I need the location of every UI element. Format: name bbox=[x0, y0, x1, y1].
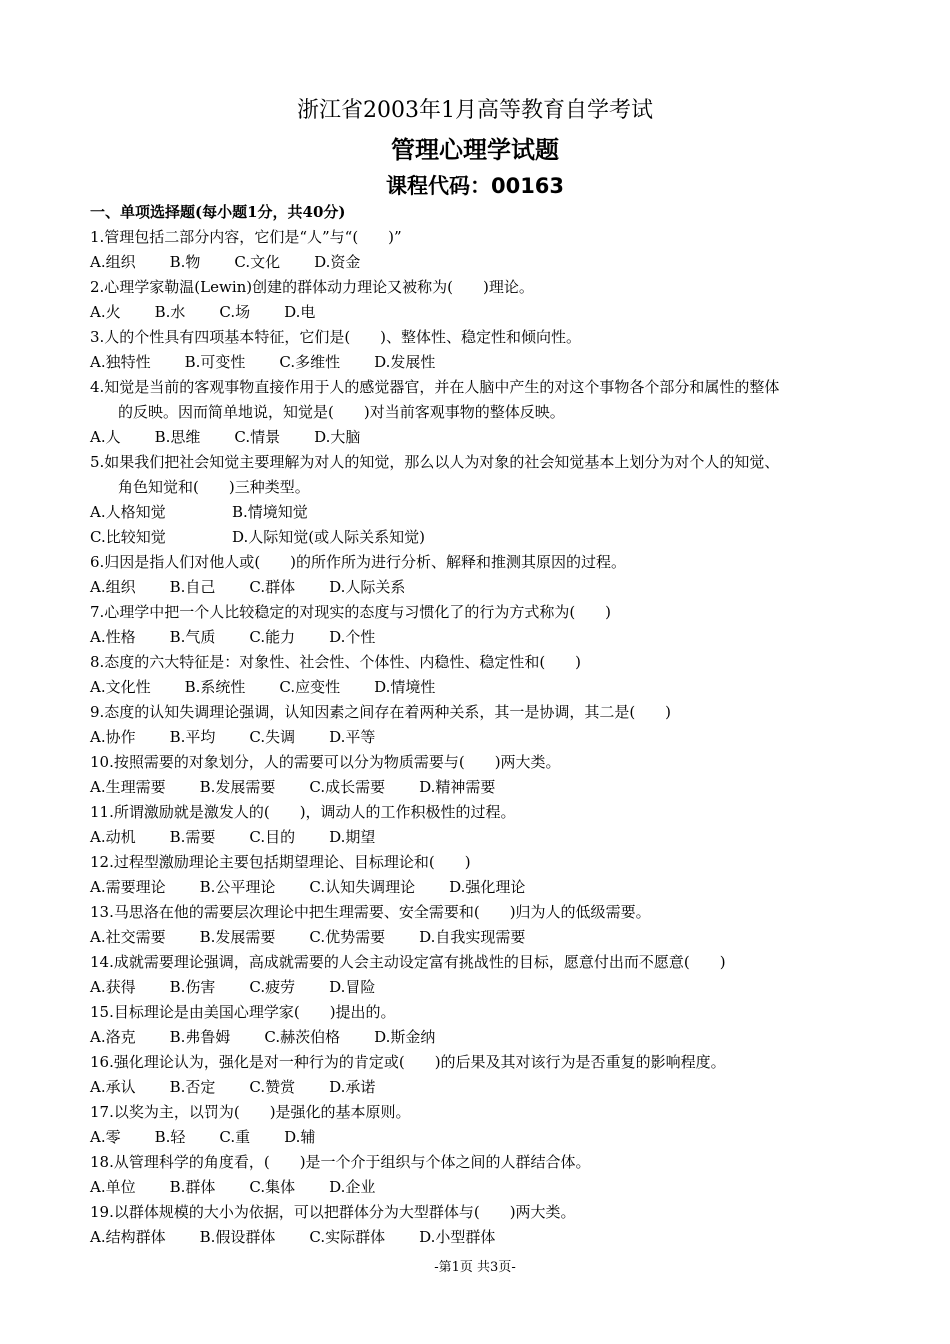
option-a: A.获得 bbox=[90, 978, 136, 996]
question bbox=[90, 550, 870, 600]
option-d: D.期望 bbox=[329, 828, 376, 846]
option-b: B.平均 bbox=[169, 728, 216, 746]
option-c: C.集体 bbox=[249, 1178, 296, 1196]
subject-title: 管理心理学试题 bbox=[391, 136, 559, 164]
option-b: B.思维 bbox=[154, 428, 201, 446]
option-d: D.辅 bbox=[284, 1128, 316, 1146]
option-b: B.可变性 bbox=[184, 353, 246, 371]
option-d: D.自我实现需要 bbox=[419, 928, 526, 946]
question bbox=[90, 850, 870, 900]
section-heading: 一、单项选择题(每小题1分，共40分) bbox=[90, 203, 346, 221]
question bbox=[90, 750, 870, 800]
option-c: C.场 bbox=[219, 303, 251, 321]
question-stem: 5.如果我们把社会知觉主要理解为对人的知觉，那么以人为对象的社会知觉基本上划分为对个人的知觉、 bbox=[90, 453, 780, 471]
option-c: C.成长需要 bbox=[309, 778, 386, 796]
question-stem-continued: 角色知觉和( )三种类型。 bbox=[118, 478, 310, 496]
option-c: C.赫茨伯格 bbox=[264, 1028, 341, 1046]
option-a: A.火 bbox=[90, 303, 121, 321]
option-d: D.承诺 bbox=[329, 1078, 376, 1096]
option-c: C.认知失调理论 bbox=[309, 878, 416, 896]
option-c: C.应变性 bbox=[279, 678, 341, 696]
option-row bbox=[90, 625, 870, 650]
option-b: B.自己 bbox=[169, 578, 216, 596]
question-stem: 13.马思洛在他的需要层次理论中把生理需要、安全需要和( )归为人的低级需要。 bbox=[90, 903, 651, 921]
option-d: D.精神需要 bbox=[419, 778, 496, 796]
option-b: B.轻 bbox=[154, 1128, 186, 1146]
option-row bbox=[90, 1125, 870, 1150]
option-a: A.承认 bbox=[90, 1078, 136, 1096]
option-a: A.人 bbox=[90, 428, 121, 446]
option-d: D.人际知觉(或人际关系知觉) bbox=[232, 528, 425, 546]
option-row bbox=[90, 1225, 870, 1250]
option-c: C.重 bbox=[219, 1128, 251, 1146]
question-stem: 17.以奖为主，以罚为( )是强化的基本原则。 bbox=[90, 1103, 411, 1121]
question-stem: 11.所谓激励就是激发人的( )，调动人的工作积极性的过程。 bbox=[90, 803, 516, 821]
option-b: B.气质 bbox=[169, 628, 216, 646]
option-d: D.电 bbox=[284, 303, 316, 321]
option-row bbox=[90, 525, 870, 550]
question-stem: 19.以群体规模的大小为依据，可以把群体分为大型群体与( )两大类。 bbox=[90, 1203, 576, 1221]
option-a: A.单位 bbox=[90, 1178, 136, 1196]
question bbox=[90, 275, 870, 325]
option-c: C.目的 bbox=[249, 828, 296, 846]
option-d: D.发展性 bbox=[374, 353, 436, 371]
question-stem: 4.知觉是当前的客观事物直接作用于人的感觉器官，并在人脑中产生的对这个事物各个部分和属性的整体 bbox=[90, 378, 780, 396]
question-stem: 18.从管理科学的角度看，( )是一个介于组织与个体之间的人群结合体。 bbox=[90, 1153, 591, 1171]
option-b: B.弗鲁姆 bbox=[169, 1028, 231, 1046]
page-footer: -第1页 共3页- bbox=[434, 1260, 516, 1275]
option-a: A.组织 bbox=[90, 253, 136, 271]
question-stem: 2.心理学家勒温(Lewin)创建的群体动力理论又被称为( )理论。 bbox=[90, 278, 534, 296]
option-a: A.动机 bbox=[90, 828, 136, 846]
option-row bbox=[90, 1075, 870, 1100]
question bbox=[90, 1000, 870, 1050]
option-c: C.情景 bbox=[234, 428, 281, 446]
option-c: C.能力 bbox=[249, 628, 296, 646]
option-c: C.文化 bbox=[234, 253, 281, 271]
option-row bbox=[90, 350, 870, 375]
option-c: C.疲劳 bbox=[249, 978, 296, 996]
course-code: 课程代码：00163 bbox=[385, 174, 565, 198]
option-row bbox=[90, 500, 870, 525]
question bbox=[90, 900, 870, 950]
option-d: D.强化理论 bbox=[449, 878, 526, 896]
option-b: B.系统性 bbox=[184, 678, 246, 696]
question-stem: 12.过程型激励理论主要包括期望理论、目标理论和( ) bbox=[90, 853, 471, 871]
option-c: C.实际群体 bbox=[309, 1228, 386, 1246]
question-stem: 14.成就需要理论强调，高成就需要的人会主动设定富有挑战性的目标，愿意付出而不愿意( ) bbox=[90, 953, 726, 971]
question bbox=[90, 650, 870, 700]
option-c: C.优势需要 bbox=[309, 928, 386, 946]
option-d: D.资金 bbox=[314, 253, 361, 271]
option-row bbox=[90, 250, 870, 275]
option-d: D.情境性 bbox=[374, 678, 436, 696]
option-row bbox=[90, 875, 870, 900]
option-b: B.发展需要 bbox=[199, 778, 276, 796]
option-row bbox=[90, 425, 870, 450]
question bbox=[90, 375, 870, 450]
question-stem: 15.目标理论是由美国心理学家( )提出的。 bbox=[90, 1003, 396, 1021]
option-c: C.比较知觉 bbox=[90, 528, 166, 546]
question bbox=[90, 225, 870, 275]
option-a: A.性格 bbox=[90, 628, 136, 646]
question-stem: 7.心理学中把一个人比较稳定的对现实的态度与习惯化了的行为方式称为( ) bbox=[90, 603, 612, 621]
option-d: D.人际关系 bbox=[329, 578, 406, 596]
option-d: D.小型群体 bbox=[419, 1228, 496, 1246]
option-c: C.赞赏 bbox=[249, 1078, 296, 1096]
option-d: D.个性 bbox=[329, 628, 376, 646]
option-row bbox=[90, 725, 870, 750]
option-a: A.独特性 bbox=[90, 353, 151, 371]
question bbox=[90, 950, 870, 1000]
option-a: A.人格知觉 bbox=[90, 503, 166, 521]
option-d: D.斯金纳 bbox=[374, 1028, 436, 1046]
option-b: B.公平理论 bbox=[199, 878, 276, 896]
option-row bbox=[90, 975, 870, 1000]
option-row bbox=[90, 825, 870, 850]
option-row bbox=[90, 300, 870, 325]
option-c: C.多维性 bbox=[279, 353, 341, 371]
option-d: D.冒险 bbox=[329, 978, 376, 996]
option-a: A.社交需要 bbox=[90, 928, 166, 946]
question-stem: 10.按照需要的对象划分，人的需要可以分为物质需要与( )两大类。 bbox=[90, 753, 561, 771]
option-b: B.水 bbox=[154, 303, 186, 321]
option-row bbox=[90, 1025, 870, 1050]
question bbox=[90, 1100, 870, 1150]
question bbox=[90, 700, 870, 750]
option-d: D.平等 bbox=[329, 728, 376, 746]
question-stem: 6.归因是指人们对他人或( )的所作所为进行分析、解释和推测其原因的过程。 bbox=[90, 553, 627, 571]
option-a: A.零 bbox=[90, 1128, 121, 1146]
option-b: B.假设群体 bbox=[199, 1228, 276, 1246]
option-row bbox=[90, 925, 870, 950]
question bbox=[90, 1200, 870, 1250]
option-a: A.文化性 bbox=[90, 678, 151, 696]
option-d: D.大脑 bbox=[314, 428, 361, 446]
option-row bbox=[90, 675, 870, 700]
question bbox=[90, 800, 870, 850]
option-b: B.发展需要 bbox=[199, 928, 276, 946]
question-stem: 16.强化理论认为，强化是对一种行为的肯定或( )的后果及其对该行为是否重复的影响程度。 bbox=[90, 1053, 726, 1071]
question-stem: 9.态度的认知失调理论强调，认知因素之间存在着两种关系，其一是协调，其二是( ) bbox=[90, 703, 672, 721]
question bbox=[90, 450, 870, 550]
exam-title: 浙江省2003年1月高等教育自学考试 bbox=[297, 98, 653, 123]
option-a: A.协作 bbox=[90, 728, 136, 746]
option-c: C.失调 bbox=[249, 728, 296, 746]
question bbox=[90, 1150, 870, 1200]
option-row bbox=[90, 775, 870, 800]
option-a: A.洛克 bbox=[90, 1028, 136, 1046]
option-b: B.情境知觉 bbox=[232, 503, 308, 521]
question bbox=[90, 325, 870, 375]
option-row bbox=[90, 575, 870, 600]
question-stem: 3.人的个性具有四项基本特征，它们是( )、整体性、稳定性和倾向性。 bbox=[90, 328, 582, 346]
option-a: A.组织 bbox=[90, 578, 136, 596]
question bbox=[90, 600, 870, 650]
option-d: D.企业 bbox=[329, 1178, 376, 1196]
option-a: A.需要理论 bbox=[90, 878, 166, 896]
question-stem-continued: 的反映。因而简单地说，知觉是( )对当前客观事物的整体反映。 bbox=[118, 403, 565, 421]
question-stem: 1.管理包括二部分内容，它们是“人”与“( )” bbox=[90, 228, 402, 246]
option-a: A.结构群体 bbox=[90, 1228, 166, 1246]
option-row bbox=[90, 1175, 870, 1200]
option-b: B.伤害 bbox=[169, 978, 216, 996]
question-stem: 8.态度的六大特征是：对象性、社会性、个体性、内稳性、稳定性和( ) bbox=[90, 653, 582, 671]
question-list bbox=[90, 200, 870, 1250]
option-c: C.群体 bbox=[249, 578, 296, 596]
option-a: A.生理需要 bbox=[90, 778, 166, 796]
question bbox=[90, 1050, 870, 1100]
option-b: B.物 bbox=[169, 253, 201, 271]
option-b: B.群体 bbox=[169, 1178, 216, 1196]
option-b: B.否定 bbox=[169, 1078, 216, 1096]
option-b: B.需要 bbox=[169, 828, 216, 846]
